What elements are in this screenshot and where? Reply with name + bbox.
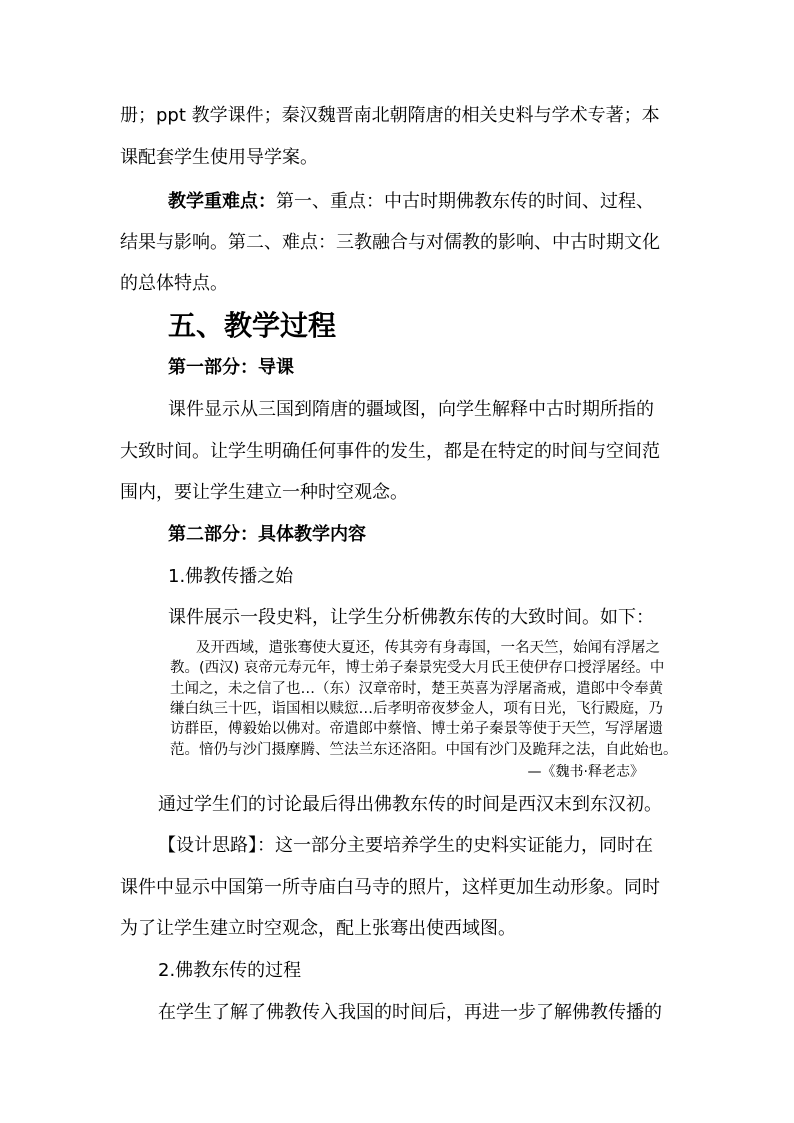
intro-line-2: 课配套学生使用导学案。 [120, 147, 318, 168]
focus-line-1 [168, 190, 654, 214]
design-line-2: 课件中显示中国第一所寺庙白马寺的照片，这样更加生动形象。同时 [120, 877, 660, 898]
design-line-1 [158, 834, 653, 858]
design-line-1-text: ：这一部分主要培养学生的史料实证能力，同时在 [257, 835, 653, 856]
quote-line: 缣白纨三十匹，诣国相以赎愆…后孝明帝夜梦金人，项有日光，飞行殿庭，乃 [170, 701, 663, 717]
part1-line-1: 课件显示从三国到隋唐的疆域图，向学生解释中古时期所指的 [168, 399, 654, 420]
subheading-2: 2.佛教东传的过程 [158, 960, 302, 981]
design-label: 【设计思路】 [158, 835, 257, 856]
conclusion: 通过学生们的讨论最后得出佛教东传的时间是西汉末到东汉初。 [158, 794, 662, 815]
part1-line-3: 围内，要让学生建立一种时空观念。 [120, 482, 408, 503]
part1-heading: 第一部分：导课 [168, 357, 294, 378]
focus-line-1-text: 第一、重点：中古时期佛教东传的时间、过程、 [276, 191, 654, 212]
intro-line-1: 册；ppt 教学课件；秦汉魏晋南北朝隋唐的相关史料与学术专著；本 [120, 105, 660, 126]
subheading-1: 1.佛教传播之始 [168, 566, 294, 587]
part2-heading: 第二部分：具体教学内容 [168, 524, 366, 545]
quote-line: 访群臣，傅毅始以佛对。帝遣郎中蔡愔、博士弟子秦景等使于天竺，写浮屠遗 [170, 721, 663, 737]
sub2-text: 在学生了解了佛教传入我国的时间后，再进一步了解佛教传播的 [158, 1002, 662, 1023]
part1-line-2: 大致时间。让学生明确任何事件的发生，都是在特定的时间与空间范 [120, 441, 660, 462]
quote-line: 范。愔仍与沙门摄摩腾、竺法兰东还洛阳。中国有沙门及跪拜之法，自此始也。 [170, 742, 678, 758]
design-line-3: 为了让学生建立时空观念，配上张骞出使西域图。 [120, 918, 516, 939]
section-title: 五、教学过程 [168, 309, 337, 342]
focus-line-3: 的总体特点。 [120, 273, 228, 294]
sub1-text: 课件展示一段史料，让学生分析佛教东传的大致时间。如下： [168, 607, 654, 628]
quote-source: —《魏书·释老志》 [527, 764, 644, 780]
quote-line: 及开西域，遣张骞使大夏还，传其旁有身毒国，一名天竺，始闻有浮屠之 [196, 640, 660, 656]
focus-line-2: 结果与影响。第二、难点：三教融合与对儒教的影响、中古时期文化 [120, 232, 660, 253]
quote-line: 土闻之，未之信了也…（东）汉章帝时，楚王英喜为浮屠斋戒，遣郎中令奉黄 [170, 681, 663, 697]
focus-label: 教学重难点： [168, 191, 276, 212]
quote-line: 教。(西汉) 哀帝元寿元年，博士弟子秦景宪受大月氏王使伊存口授浮屠经。中 [170, 660, 665, 676]
